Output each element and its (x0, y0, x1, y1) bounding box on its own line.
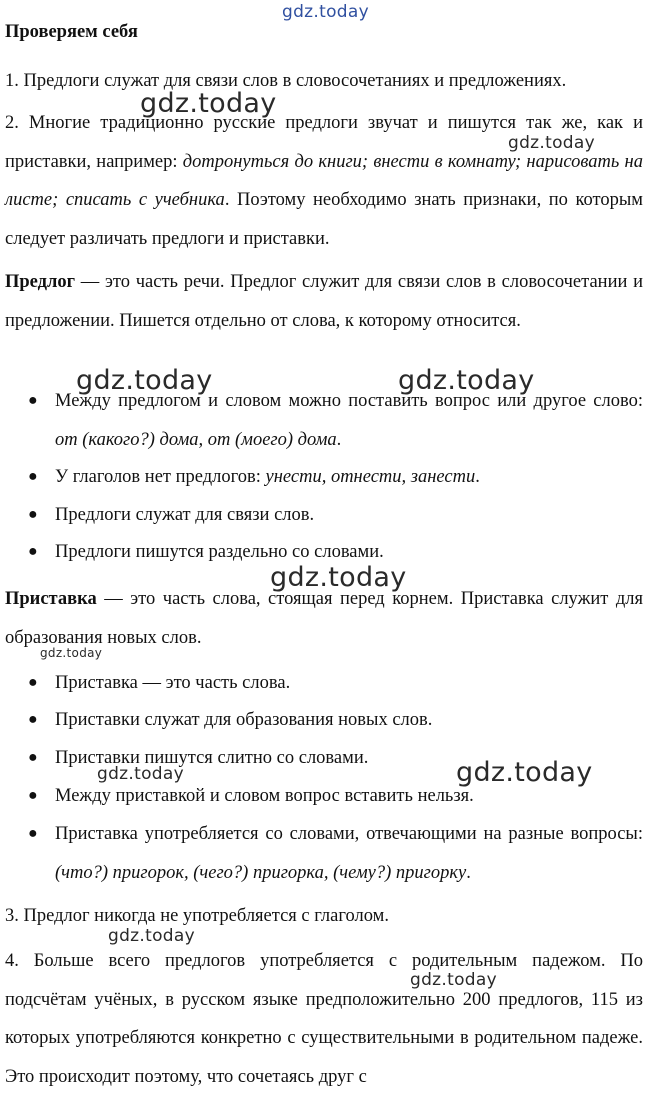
bullet-example: от (какого?) дома, от (моего) дома (55, 429, 337, 450)
bullet-icon: ● (28, 711, 38, 728)
watermark: gdz.today (508, 133, 595, 153)
watermark: gdz.today (97, 764, 184, 784)
paragraph-3: 3. Предлог никогда не употребляется с глаголом. (5, 906, 389, 926)
bullet-text: Приставки служат для образования новых слов. (55, 710, 433, 730)
pristavka-bullet-5 (28, 815, 643, 892)
bullet-example: унести, отнести, занести (265, 467, 476, 487)
watermark: gdz.today (456, 757, 593, 788)
bullet-icon: ● (28, 749, 38, 766)
bullet-icon: ● (28, 825, 38, 842)
bullet-icon: ● (28, 543, 38, 560)
pristavka-definition-text: — это часть слова, стоящая перед корнем. Приставка служит для образования новых слов. (5, 589, 643, 648)
watermark: gdz.today (410, 970, 497, 990)
watermark: gdz.today (282, 2, 369, 22)
bullet-end: . (466, 862, 471, 883)
watermark: gdz.today (108, 926, 195, 946)
pristavka-term: Приставка (5, 589, 97, 609)
paragraph-2 (5, 104, 643, 258)
predlog-bullet-3 (28, 496, 643, 535)
section-title: Проверяем себя (5, 22, 138, 42)
predlog-term: Предлог (5, 272, 76, 292)
pristavka-bullet-1 (28, 664, 643, 703)
paragraph-4: 4. Больше всего предлогов употребляется с родительным падежом. По подсчётам учёных, в русском языке предположительно 200 предлогов, 115 из которых употребляются конкретно с существительными в родительном падеже. Это происходит поэтому, что сочетаясь друг с (5, 951, 643, 1087)
watermark: gdz.today (270, 562, 407, 593)
bullet-text: У глаголов нет предлогов: (55, 467, 266, 487)
paragraph-2-examples: дотронуться до книги; внести в комнату; нарисовать на листе; списать с учебника (5, 151, 643, 210)
bullet-icon: ● (28, 674, 38, 691)
watermark: gdz.today (76, 365, 213, 396)
predlog-bullet-2 (28, 458, 643, 497)
bullet-text: Между приставкой и словом вопрос вставить нельзя. (55, 786, 474, 806)
bullet-end: . (336, 429, 342, 450)
bullet-text: Между предлогом и словом можно поставить вопрос или другое слово: (55, 391, 643, 411)
paragraph-2-end: . Поэтому необходимо знать признаки, по которым следует различать предлоги и приставки. (5, 190, 644, 249)
bullet-text: Приставка употребляется со словами, отвечающими на разные вопросы: (55, 824, 643, 844)
bullet-text: Предлоги служат для связи слов. (55, 505, 315, 525)
bullet-icon: ● (28, 506, 38, 523)
bullet-icon: ● (28, 392, 38, 409)
predlog-definition (5, 263, 643, 340)
bullet-icon: ● (28, 787, 38, 804)
bullet-text: Приставка — это часть слова. (55, 673, 291, 693)
watermark: gdz.today (40, 646, 103, 660)
watermark: gdz.today (398, 365, 535, 396)
bullet-icon: ● (28, 468, 38, 485)
bullet-end: . (475, 467, 480, 487)
watermark: gdz.today (140, 88, 277, 119)
paragraph-1: 1. Предлоги служат для связи слов в словосочетаниях и предложениях. (5, 71, 567, 91)
predlog-definition-text: — это часть речи. Предлог служит для связи слов в словосочетании и предложении. Пишется отдельно от слова, к которому относится. (5, 272, 643, 331)
paragraph-2-text: 2. Многие традиционно русские предлоги звучат и пишутся так же, как и приставки, например: (5, 113, 643, 172)
bullet-text: Предлоги пишутся раздельно со словами. (55, 542, 384, 562)
bullet-text: Приставки пишутся слитно со словами. (55, 748, 369, 768)
bullet-example: (что?) пригорок, (чего?) пригорка, (чему?) пригорку (55, 862, 467, 883)
pristavka-bullet-2 (28, 701, 643, 740)
